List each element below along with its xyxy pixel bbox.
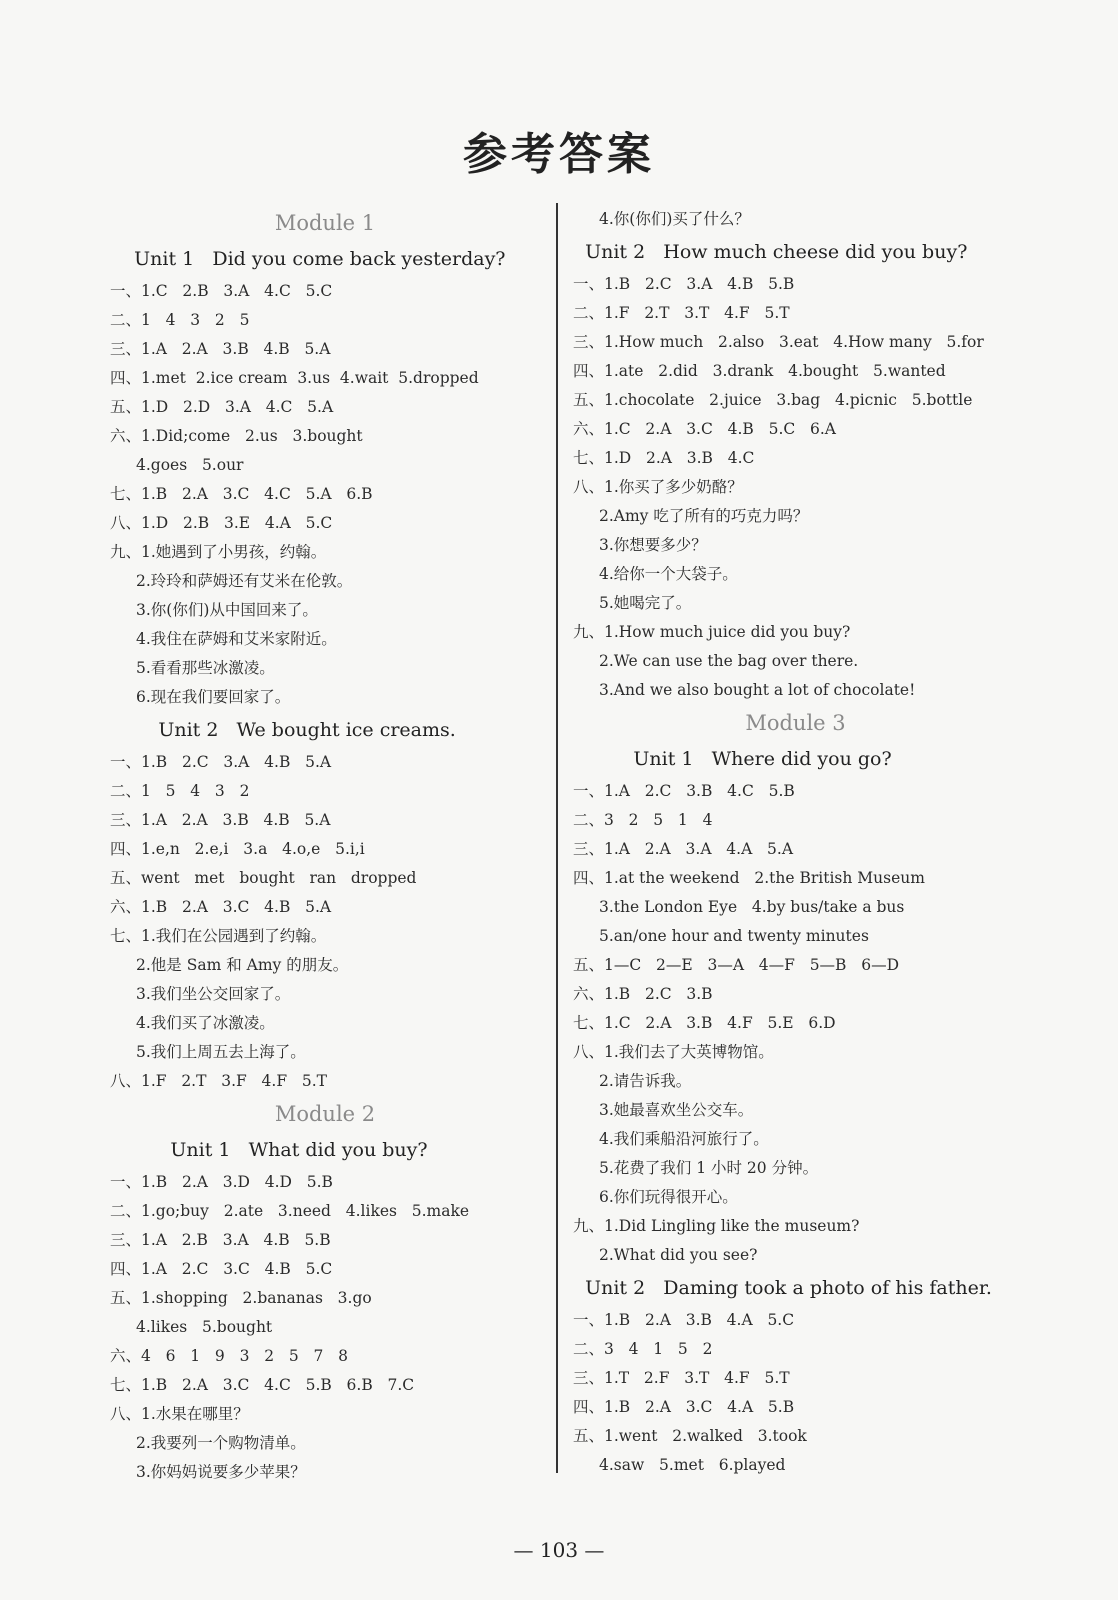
answer-line: 五、1—C 2—E 3—A 4—F 5—B 6—D [573,956,900,974]
answer-line: 二、1.F 2.T 3.T 4.F 5.T [573,304,790,322]
answer-line: 六、1.Did;come 2.us 3.bought [110,427,363,445]
answer-line: 三、1.A 2.A 3.B 4.B 5.A [110,340,331,358]
answer-subline: 2.We can use the bag over there. [599,652,859,670]
answer-line: 一、1.B 2.C 3.A 4.B 5.A [110,753,332,771]
answer-line: 三、1.A 2.A 3.B 4.B 5.A [110,811,331,829]
column-divider [556,203,558,1473]
answer-line: 五、went met bought ran dropped [110,869,417,887]
answer-line: 六、1.B 2.A 3.C 4.B 5.A [110,898,332,916]
answer-line: 三、1.A 2.B 3.A 4.B 5.B [110,1231,331,1249]
answer-line: 三、1.A 2.A 3.A 4.A 5.A [573,840,794,858]
answer-line: 一、1.B 2.C 3.A 4.B 5.B [573,275,795,293]
answer-subline: 4.给你一个大袋子。 [599,565,738,583]
answer-subline: 2.请告诉我。 [599,1072,692,1090]
answer-line: 二、3 2 5 1 4 [573,811,713,829]
answer-subline: 5.an/one hour and twenty minutes [599,927,869,945]
answer-subline: 3.And we also bought a lot of chocolate! [599,681,916,699]
answer-subline: 2.玲玲和萨姆还有艾米在伦敦。 [136,572,353,590]
answer-line: 三、1.T 2.F 3.T 4.F 5.T [573,1369,790,1387]
answer-line: 七、1.C 2.A 3.B 4.F 5.E 6.D [573,1014,836,1032]
module-heading: Module 1 [274,211,376,235]
answer-line: 七、1.D 2.A 3.B 4.C [573,449,755,467]
answer-line: 七、1.我们在公园遇到了约翰。 [110,927,327,945]
unit-heading: Unit 1 Where did you go? [573,748,892,770]
module-heading: Module 3 [745,711,846,735]
answer-subline: 2.Amy 吃了所有的巧克力吗？ [599,507,809,525]
answer-line: 九、1.Did Lingling like the museum? [573,1217,860,1235]
answer-line: 一、1.A 2.C 3.B 4.C 5.B [573,782,795,800]
answer-line: 一、1.B 2.A 3.D 4.D 5.B [110,1173,333,1191]
answer-subline: 4.我们买了冰激凌。 [136,1014,275,1032]
answer-subline: 6.你们玩得很开心。 [599,1188,738,1206]
answer-line: 四、1.A 2.C 3.C 4.B 5.C [110,1260,333,1278]
answer-line: 五、1.went 2.walked 3.took [573,1427,807,1445]
answer-line: 一、1.C 2.B 3.A 4.C 5.C [110,282,333,300]
answer-line: 七、1.B 2.A 3.C 4.C 5.A 6.B [110,485,373,503]
answer-line: 五、1.shopping 2.bananas 3.go [110,1289,372,1307]
answer-line: 四、1.at the weekend 2.the British Museum [573,869,925,887]
page-number: — 103 — [513,1538,605,1562]
answer-line: 八、1.F 2.T 3.F 4.F 5.T [110,1072,328,1090]
answer-line: 一、1.B 2.A 3.B 4.A 5.C [573,1311,795,1329]
answer-line: 二、1.go;buy 2.ate 3.need 4.likes 5.make [110,1202,470,1220]
answer-subline: 3.the London Eye 4.by bus/take a bus [599,898,905,916]
answer-subline: 4.likes 5.bought [136,1318,273,1336]
right-column [573,205,1018,1480]
unit-heading: Unit 2 We bought ice creams. [110,719,456,741]
answer-subline: 5.花费了我们 1 小时 20 分钟。 [599,1159,819,1177]
answer-line: 五、1.chocolate 2.juice 3.bag 4.picnic 5.bottle [573,391,973,409]
answer-line: 八、1.我们去了大英博物馆。 [573,1043,774,1061]
answer-subline: 6.现在我们要回家了。 [136,688,291,706]
module-heading: Module 2 [274,1102,376,1126]
answer-line: 四、1.ate 2.did 3.drank 4.bought 5.wanted [573,362,946,380]
answer-line: 四、1.met 2.ice cream 3.us 4.wait 5.dropped [110,369,479,387]
answer-subline: 4.你(你们)买了什么？ [599,210,750,228]
answer-subline: 3.你(你们)从中国回来了。 [136,601,318,619]
answer-line: 八、1.D 2.B 3.E 4.A 5.C [110,514,333,532]
unit-heading: Unit 1 Did you come back yesterday? [110,248,506,270]
answer-line: 二、1 4 3 2 5 [110,311,250,329]
answer-line: 六、4 6 1 9 3 2 5 7 8 [110,1347,349,1365]
answer-subline: 2.What did you see? [599,1246,758,1264]
answer-line: 九、1.How much juice did you buy? [573,623,851,641]
answer-subline: 4.goes 5.our [136,456,244,474]
left-column [110,205,540,1487]
answer-subline: 5.看看那些冰激凌。 [136,659,275,677]
answer-line: 五、1.D 2.D 3.A 4.C 5.A [110,398,334,416]
answer-subline: 4.我住在萨姆和艾米家附近。 [136,630,337,648]
answer-line: 六、1.B 2.C 3.B [573,985,713,1003]
answer-subline: 5.她喝完了。 [599,594,692,612]
answer-line: 二、1 5 4 3 2 [110,782,250,800]
answer-subline: 3.你想要多少？ [599,536,707,554]
answer-line: 二、3 4 1 5 2 [573,1340,713,1358]
answer-line: 九、1.她遇到了小男孩，约翰。 [110,543,327,561]
answer-line: 八、1.你买了多少奶酪？ [573,478,743,496]
answer-line: 四、1.e,n 2.e,i 3.a 4.o,e 5.i,i [110,840,365,858]
answer-line: 四、1.B 2.A 3.C 4.A 5.B [573,1398,795,1416]
answer-subline: 4.我们乘船沿河旅行了。 [599,1130,769,1148]
answer-subline: 2.他是 Sam 和 Amy 的朋友。 [136,956,349,974]
unit-heading: Unit 2 How much cheese did you buy? [573,241,968,263]
answer-line: 三、1.How much 2.also 3.eat 4.How many 5.for [573,333,984,351]
answer-subline: 3.我们坐公交回家了。 [136,985,291,1003]
page-title: 参考答案 [463,129,655,180]
answer-subline: 3.你妈妈说要多少苹果？ [136,1463,306,1481]
unit-heading: Unit 1 What did you buy? [110,1139,428,1161]
answer-subline: 5.我们上周五去上海了。 [136,1043,306,1061]
answer-line: 八、1.水果在哪里？ [110,1405,249,1423]
answer-subline: 2.我要列一个购物清单。 [136,1434,306,1452]
answer-subline: 4.saw 5.met 6.played [599,1456,786,1474]
answer-line: 六、1.C 2.A 3.C 4.B 5.C 6.A [573,420,836,438]
answer-line: 七、1.B 2.A 3.C 4.C 5.B 6.B 7.C [110,1376,415,1394]
unit-heading: Unit 2 Daming took a photo of his father. [573,1277,992,1299]
answer-subline: 3.她最喜欢坐公交车。 [599,1101,754,1119]
